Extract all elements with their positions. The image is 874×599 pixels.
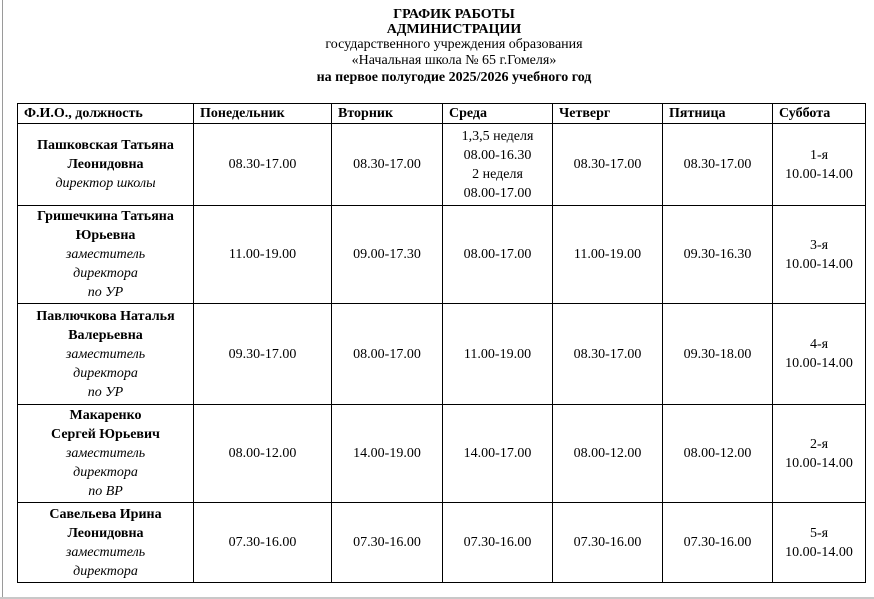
- cell-monday: 07.30-16.00: [194, 503, 332, 583]
- cell-saturday: [773, 206, 866, 304]
- person-role: заместитель: [65, 346, 146, 362]
- schedule-table: [17, 103, 866, 583]
- saturday-week: 1-я: [809, 147, 829, 163]
- cell-saturday: [773, 405, 866, 503]
- person-cell: [18, 405, 194, 503]
- wednesday-line: 08.00-17.00: [463, 247, 532, 262]
- cell-thursday: 07.30-16.00: [553, 503, 663, 583]
- wednesday-line: 1,3,5 неделя: [461, 128, 534, 144]
- cell-monday: 11.00-19.00: [194, 206, 332, 304]
- cell-thursday: 08.00-12.00: [553, 405, 663, 503]
- col-header-name: Ф.И.О., должность: [18, 104, 194, 124]
- wednesday-line: 11.00-19.00: [463, 346, 532, 362]
- person-name: Юрьевна: [75, 228, 136, 243]
- person-role: по ВР: [88, 484, 123, 499]
- cell-tuesday: 08.00-17.00: [332, 304, 443, 405]
- person-name: Валерьевна: [68, 327, 143, 343]
- cell-saturday: [773, 304, 866, 405]
- saturday-time: 10.00-14.00: [785, 256, 853, 272]
- person-role: директора: [73, 465, 138, 480]
- cell-monday: 08.30-17.00: [194, 124, 332, 206]
- person-role: по УР: [87, 285, 124, 300]
- page-left-border: [2, 0, 3, 599]
- table-row: [18, 206, 866, 304]
- person-name: Сергей Юрьевич: [51, 427, 160, 442]
- saturday-time: 10.00-14.00: [785, 455, 853, 471]
- saturday-time: 10.00-14.00: [785, 544, 853, 560]
- cell-wednesday: [443, 304, 553, 405]
- cell-friday: 09.30-18.00: [663, 304, 773, 405]
- cell-wednesday: [443, 124, 553, 206]
- wednesday-line: 14.00-17.00: [463, 446, 532, 461]
- col-header-tuesday: Вторник: [332, 104, 443, 124]
- wednesday-line: 08.00-17.00: [463, 185, 532, 201]
- cell-wednesday: [443, 405, 553, 503]
- cell-monday: 08.00-12.00: [194, 405, 332, 503]
- person-name: Гришечкина Татьяна: [37, 209, 174, 224]
- person-name: Савельева Ирина: [49, 506, 162, 522]
- cell-tuesday: 09.00-17.30: [332, 206, 443, 304]
- cell-tuesday: 07.30-16.00: [332, 503, 443, 583]
- saturday-week: 2-я: [809, 436, 829, 452]
- person-role: заместитель: [65, 247, 146, 262]
- org-line-1: государственного учреждения образования: [325, 37, 583, 52]
- person-cell: [18, 304, 194, 405]
- cell-friday: 08.00-12.00: [663, 405, 773, 503]
- cell-tuesday: 14.00-19.00: [332, 405, 443, 503]
- person-role: заместитель: [65, 544, 146, 560]
- cell-tuesday: 08.30-17.00: [332, 124, 443, 206]
- header-row: [18, 104, 866, 124]
- col-header-saturday: Суббота: [773, 104, 866, 124]
- title-line-1: ГРАФИК РАБОТЫ: [393, 7, 515, 22]
- cell-thursday: 11.00-19.00: [553, 206, 663, 304]
- wednesday-line: 08.00-16.30: [463, 147, 532, 163]
- cell-friday: 09.30-16.30: [663, 206, 773, 304]
- person-name: Леонидовна: [67, 525, 144, 541]
- saturday-time: 10.00-14.00: [785, 166, 853, 182]
- cell-saturday: [773, 503, 866, 583]
- col-header-monday: Понедельник: [194, 104, 332, 124]
- person-role: директора: [73, 266, 138, 281]
- saturday-time: 10.00-14.00: [785, 356, 853, 371]
- cell-friday: 08.30-17.00: [663, 124, 773, 206]
- saturday-week: 3-я: [809, 237, 829, 253]
- document-header: [0, 7, 874, 86]
- saturday-week: 4-я: [809, 337, 829, 352]
- table-row: [18, 124, 866, 206]
- col-header-friday: Пятница: [663, 104, 773, 124]
- person-role: по УР: [87, 384, 124, 400]
- col-header-wednesday: Среда: [443, 104, 553, 124]
- table-row: [18, 304, 866, 405]
- cell-saturday: [773, 124, 866, 206]
- wednesday-line: 07.30-16.00: [463, 535, 532, 550]
- person-role: директора: [73, 563, 138, 579]
- table-row: [18, 405, 866, 503]
- cell-thursday: 08.30-17.00: [553, 124, 663, 206]
- cell-friday: 07.30-16.00: [663, 503, 773, 583]
- person-role: директора: [73, 365, 138, 381]
- period-line: на первое полугодие 2025/2026 учебного год: [316, 70, 592, 85]
- person-name: Павлючкова Наталья: [36, 308, 175, 324]
- person-cell: [18, 206, 194, 304]
- person-name: Макаренко: [69, 408, 142, 423]
- org-line-2: «Начальная школа № 65 г.Гомеля»: [351, 53, 557, 68]
- cell-monday: 09.30-17.00: [194, 304, 332, 405]
- cell-thursday: 08.30-17.00: [553, 304, 663, 405]
- cell-wednesday: [443, 206, 553, 304]
- wednesday-line: 2 неделя: [472, 166, 523, 182]
- person-cell: [18, 503, 194, 583]
- person-cell: [18, 124, 194, 206]
- person-name: Леонидовна: [67, 157, 144, 172]
- saturday-week: 5-я: [809, 525, 829, 541]
- person-role: заместитель: [65, 446, 146, 461]
- table-row: [18, 503, 866, 583]
- cell-wednesday: [443, 503, 553, 583]
- person-role: директор школы: [55, 176, 156, 191]
- person-name: Пашковская Татьяна: [37, 138, 174, 153]
- title-line-2: АДМИНИСТРАЦИИ: [386, 22, 522, 37]
- col-header-thursday: Четверг: [553, 104, 663, 124]
